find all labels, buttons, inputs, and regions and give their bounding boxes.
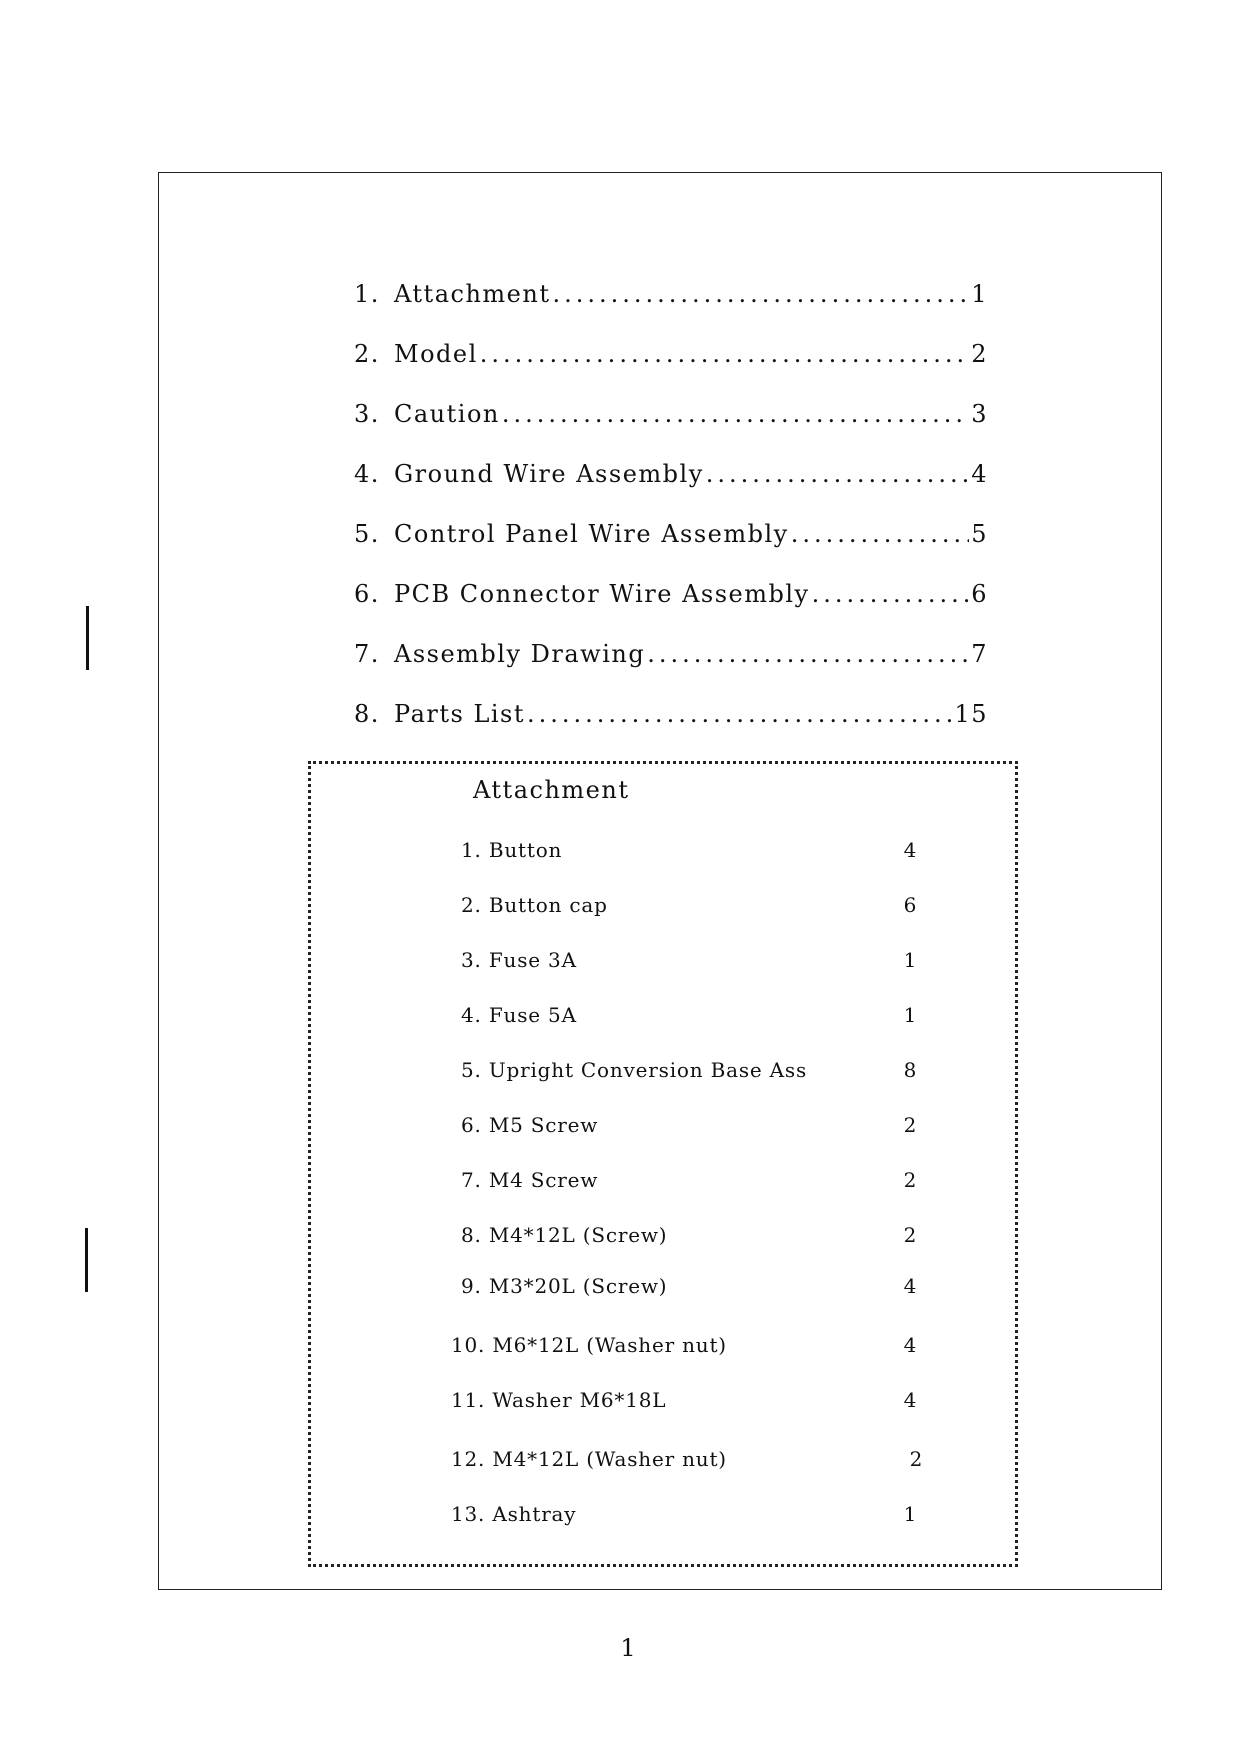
toc-number: 7. [354, 640, 380, 668]
attachment-item-label: 9. M3*20L (Screw) [461, 1274, 668, 1298]
toc-entry[interactable] [354, 580, 988, 640]
attachment-item-label: 12. M4*12L (Washer nut) [451, 1447, 727, 1471]
toc-leader [791, 520, 969, 548]
attachment-item-label: 8. M4*12L (Screw) [461, 1223, 668, 1247]
attachment-item-label: 1. Button [461, 838, 563, 862]
attachment-item-qty: 1 [903, 1502, 917, 1526]
toc-leader [502, 400, 969, 428]
attachment-item-qty: 4 [903, 1333, 917, 1357]
attachment-item-qty: 4 [903, 838, 917, 862]
toc-title: Control Panel Wire Assembly [394, 520, 789, 548]
toc-entry[interactable] [354, 400, 988, 460]
binding-mark-lower [85, 1228, 88, 1292]
attachment-item-qty: 8 [903, 1058, 917, 1082]
toc-number: 1. [354, 280, 380, 308]
toc-entry[interactable] [354, 640, 988, 700]
toc-number: 2. [354, 340, 380, 368]
toc-leader [480, 340, 969, 368]
attachment-item-qty: 2 [903, 1168, 917, 1192]
attachment-item-qty: 4 [903, 1274, 917, 1298]
toc-page: 5 [971, 520, 988, 548]
attachment-item-label: 13. Ashtray [451, 1502, 577, 1526]
attachment-item-label: 6. M5 Screw [461, 1113, 599, 1137]
attachment-item-label: 3. Fuse 3A [461, 948, 577, 972]
toc-entry[interactable] [354, 280, 988, 340]
toc-title: Ground Wire Assembly [394, 460, 704, 488]
toc-title: Model [394, 340, 478, 368]
toc-title: Attachment [394, 280, 551, 308]
attachment-item-qty: 2 [909, 1447, 923, 1471]
attachment-item-label: 7. M4 Screw [461, 1168, 599, 1192]
toc-page: 6 [971, 580, 988, 608]
toc-page: 15 [954, 700, 988, 728]
toc-leader [552, 280, 969, 308]
toc-leader [812, 580, 970, 608]
toc-title: PCB Connector Wire Assembly [394, 580, 810, 608]
toc-leader [527, 700, 952, 728]
attachment-item-qty: 4 [903, 1388, 917, 1412]
attachment-item-qty: 2 [903, 1113, 917, 1137]
toc-number: 6. [354, 580, 380, 608]
toc-title: Assembly Drawing [394, 640, 646, 668]
toc-entry[interactable] [354, 340, 988, 400]
toc-number: 5. [354, 520, 380, 548]
toc-page: 2 [971, 340, 988, 368]
page-number: 1 [620, 1634, 636, 1662]
attachment-item-label: 11. Washer M6*18L [451, 1388, 667, 1412]
binding-mark-upper [86, 606, 89, 670]
attachment-item-qty: 1 [903, 1003, 917, 1027]
toc-page: 1 [971, 280, 988, 308]
table-of-contents [354, 280, 988, 760]
attachment-item-qty: 2 [903, 1223, 917, 1247]
toc-leader [706, 460, 969, 488]
attachment-item-label: 2. Button cap [461, 893, 608, 917]
toc-entry[interactable] [354, 520, 988, 580]
toc-number: 3. [354, 400, 380, 428]
attachment-box [308, 761, 1018, 1567]
toc-title: Caution [394, 400, 500, 428]
attachment-item-label: 5. Upright Conversion Base Ass [461, 1058, 808, 1082]
attachment-title: Attachment [473, 776, 630, 804]
toc-title: Parts List [394, 700, 526, 728]
toc-entry[interactable] [354, 460, 988, 520]
toc-number: 4. [354, 460, 380, 488]
attachment-item-qty: 1 [903, 948, 917, 972]
toc-entry[interactable] [354, 700, 988, 760]
attachment-item-label: 4. Fuse 5A [461, 1003, 577, 1027]
toc-page: 3 [971, 400, 988, 428]
attachment-item-label: 10. M6*12L (Washer nut) [451, 1333, 727, 1357]
attachment-item-qty: 6 [903, 893, 917, 917]
toc-leader [647, 640, 969, 668]
toc-page: 4 [971, 460, 988, 488]
toc-page: 7 [971, 640, 988, 668]
toc-number: 8. [354, 700, 380, 728]
